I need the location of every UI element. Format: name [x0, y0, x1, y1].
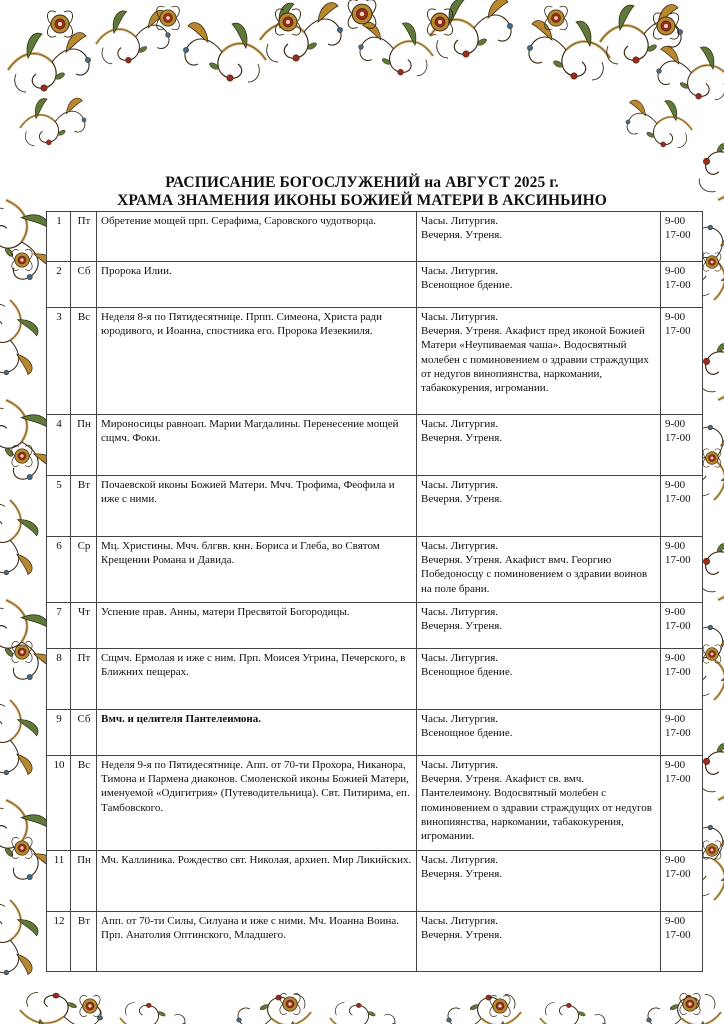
- service-line: Часы. Литургия.: [421, 713, 499, 725]
- time-morning: 9-00: [665, 759, 686, 771]
- day-number: 5: [47, 476, 71, 537]
- service-line: Вечерня. Утреня.: [421, 620, 503, 633]
- table-row: [47, 262, 703, 308]
- feast-description: Сщмч. Ермолая и иже с ним. Прп. Моисея Угрина, Печерского, в Ближних пещерах.: [97, 649, 417, 710]
- service-times: [661, 476, 703, 537]
- weekday: Вт: [71, 476, 97, 537]
- service-times: [661, 308, 703, 415]
- service-line: Часы. Литургия.: [421, 652, 499, 664]
- day-number: 3: [47, 308, 71, 415]
- day-number: 1: [47, 212, 71, 262]
- feast-description: Обретение мощей прп. Серафима, Саровского чудотворца.: [97, 212, 417, 262]
- time-morning: 9-00: [665, 915, 686, 927]
- service-line: Вечерня. Утреня. Акафист вмч. Георгию Победоносцу с поминовением о здравии воинов на поле брани.: [421, 554, 648, 595]
- service-times: [661, 537, 703, 603]
- day-number: 10: [47, 756, 71, 851]
- service-list: [417, 851, 661, 912]
- feast-description: Почаевской иконы Божией Матери. Мчч. Трофима, Феофила и иже с ними.: [97, 476, 417, 537]
- title-line-2: ХРАМА ЗНАМЕНИЯ ИКОНЫ БОЖИЕЙ МАТЕРИ В АКСИНЬИНО: [117, 192, 607, 209]
- table-row: [47, 415, 703, 476]
- service-line: Всенощное бдение.: [421, 727, 513, 740]
- time-morning: 9-00: [665, 713, 686, 725]
- title-line-1: РАСПИСАНИЕ БОГОСЛУЖЕНИЙ на АВГУСТ 2025 г.: [165, 174, 559, 191]
- time-evening: 17-00: [665, 493, 691, 506]
- service-line: Часы. Литургия.: [421, 215, 499, 227]
- service-line: Часы. Литургия.: [421, 759, 499, 771]
- day-number: 8: [47, 649, 71, 710]
- time-evening: 17-00: [665, 773, 691, 786]
- feast-description: Апп. от 70-ти Силы, Силуана и иже с ними. Мч. Иоанна Воина. Прп. Анатолия Оптинского, Младшего.: [97, 912, 417, 972]
- day-number: 2: [47, 262, 71, 308]
- service-line: Всенощное бдение.: [421, 666, 513, 679]
- feast-description: Пророка Илии.: [97, 262, 417, 308]
- service-times: [661, 756, 703, 851]
- table-row: [47, 756, 703, 851]
- page-title: [0, 174, 724, 210]
- feast-description: Успение прав. Анны, матери Пресвятой Богородицы.: [97, 603, 417, 649]
- service-list: [417, 603, 661, 649]
- service-list: [417, 756, 661, 851]
- weekday: Вт: [71, 912, 97, 972]
- table-row: [47, 476, 703, 537]
- service-times: [661, 912, 703, 972]
- feast-description: Неделя 9-я по Пятидесятнице. Апп. от 70-ти Прохора, Никанора, Тимона и Пармена диаконов. Смоленской иконы Божией Матери, именуемой «Одигитрия» (Путеводительница). Свт. Питирима, еп. Тамбовского.: [97, 756, 417, 851]
- service-line: Часы. Литургия.: [421, 540, 499, 552]
- time-morning: 9-00: [665, 311, 686, 323]
- service-line: Часы. Литургия.: [421, 418, 499, 430]
- time-evening: 17-00: [665, 279, 691, 292]
- service-line: Часы. Литургия.: [421, 854, 499, 866]
- table-row: [47, 212, 703, 262]
- service-list: [417, 912, 661, 972]
- service-list: [417, 537, 661, 603]
- time-evening: 17-00: [665, 325, 691, 338]
- service-line: Вечерня. Утреня. Акафист св. вмч. Пантелеимону. Водосвятный молебен с поминовением о здравии страждущих от недугов винопиянства, наркомании, табакокурения, игромании.: [421, 773, 652, 843]
- time-morning: 9-00: [665, 854, 686, 866]
- feast-description: Мц. Христины. Мчч. блгвв. кнн. Бориса и Глеба, во Святом Крещении Романа и Давида.: [97, 537, 417, 603]
- service-list: [417, 649, 661, 710]
- table-row: [47, 649, 703, 710]
- time-morning: 9-00: [665, 606, 686, 618]
- time-evening: 17-00: [665, 229, 691, 242]
- weekday: Пт: [71, 212, 97, 262]
- service-times: [661, 262, 703, 308]
- day-number: 11: [47, 851, 71, 912]
- service-times: [661, 415, 703, 476]
- table-row: [47, 537, 703, 603]
- time-morning: 9-00: [665, 215, 686, 227]
- time-evening: 17-00: [665, 929, 691, 942]
- weekday: Пн: [71, 851, 97, 912]
- time-evening: 17-00: [665, 868, 691, 881]
- time-morning: 9-00: [665, 652, 686, 664]
- time-evening: 17-00: [665, 620, 691, 633]
- feast-description: Неделя 8-я по Пятидесятнице. Прпп. Симеона, Христа ради юродивого, и Иоанна, спостника его. Пророка Иезекииля.: [97, 308, 417, 415]
- service-list: [417, 262, 661, 308]
- service-times: [661, 603, 703, 649]
- service-times: [661, 649, 703, 710]
- time-evening: 17-00: [665, 727, 691, 740]
- service-line: Вечерня. Утреня.: [421, 493, 503, 506]
- schedule-body: [47, 212, 703, 972]
- service-times: [661, 212, 703, 262]
- service-line: Всенощное бдение.: [421, 279, 513, 292]
- time-morning: 9-00: [665, 265, 686, 277]
- time-morning: 9-00: [665, 479, 686, 491]
- day-number: 12: [47, 912, 71, 972]
- weekday: Чт: [71, 603, 97, 649]
- day-number: 4: [47, 415, 71, 476]
- service-list: [417, 710, 661, 756]
- service-line: Часы. Литургия.: [421, 915, 499, 927]
- time-evening: 17-00: [665, 554, 691, 567]
- service-line: Вечерня. Утреня. Акафист пред иконой Божией Матери «Неупиваемая чаша». Водосвятный молебен с поминовением о здравии страждущих от недугов винопиянства, наркомании, табакокурения, игромании.: [421, 325, 649, 395]
- day-number: 7: [47, 603, 71, 649]
- service-line: Часы. Литургия.: [421, 479, 499, 491]
- weekday: Сб: [71, 710, 97, 756]
- schedule-table: [46, 211, 703, 972]
- service-list: [417, 308, 661, 415]
- service-line: Вечерня. Утреня.: [421, 929, 503, 942]
- service-times: [661, 710, 703, 756]
- service-line: Вечерня. Утреня.: [421, 229, 503, 242]
- time-evening: 17-00: [665, 432, 691, 445]
- table-row: [47, 851, 703, 912]
- day-number: 6: [47, 537, 71, 603]
- service-line: Часы. Литургия.: [421, 265, 499, 277]
- table-row: [47, 710, 703, 756]
- weekday: Пт: [71, 649, 97, 710]
- weekday: Пн: [71, 415, 97, 476]
- feast-description: Мироносицы равноап. Марии Магдалины. Перенесение мощей сщмч. Фоки.: [97, 415, 417, 476]
- service-list: [417, 415, 661, 476]
- weekday: Вс: [71, 756, 97, 851]
- table-row: [47, 603, 703, 649]
- service-line: Вечерня. Утреня.: [421, 868, 503, 881]
- time-morning: 9-00: [665, 540, 686, 552]
- weekday: Вс: [71, 308, 97, 415]
- weekday: Сб: [71, 262, 97, 308]
- time-evening: 17-00: [665, 666, 691, 679]
- weekday: Ср: [71, 537, 97, 603]
- feast-description: Мч. Каллиника. Рождество свт. Николая, архиеп. Мир Ликийских.: [97, 851, 417, 912]
- time-morning: 9-00: [665, 418, 686, 430]
- service-list: [417, 476, 661, 537]
- day-number: 9: [47, 710, 71, 756]
- table-row: [47, 308, 703, 415]
- table-row: [47, 912, 703, 972]
- service-list: [417, 212, 661, 262]
- feast-description: Вмч. и целителя Пантелеимона.: [97, 710, 417, 756]
- service-line: Часы. Литургия.: [421, 311, 499, 323]
- service-line: Часы. Литургия.: [421, 606, 499, 618]
- service-line: Вечерня. Утреня.: [421, 432, 503, 445]
- service-times: [661, 851, 703, 912]
